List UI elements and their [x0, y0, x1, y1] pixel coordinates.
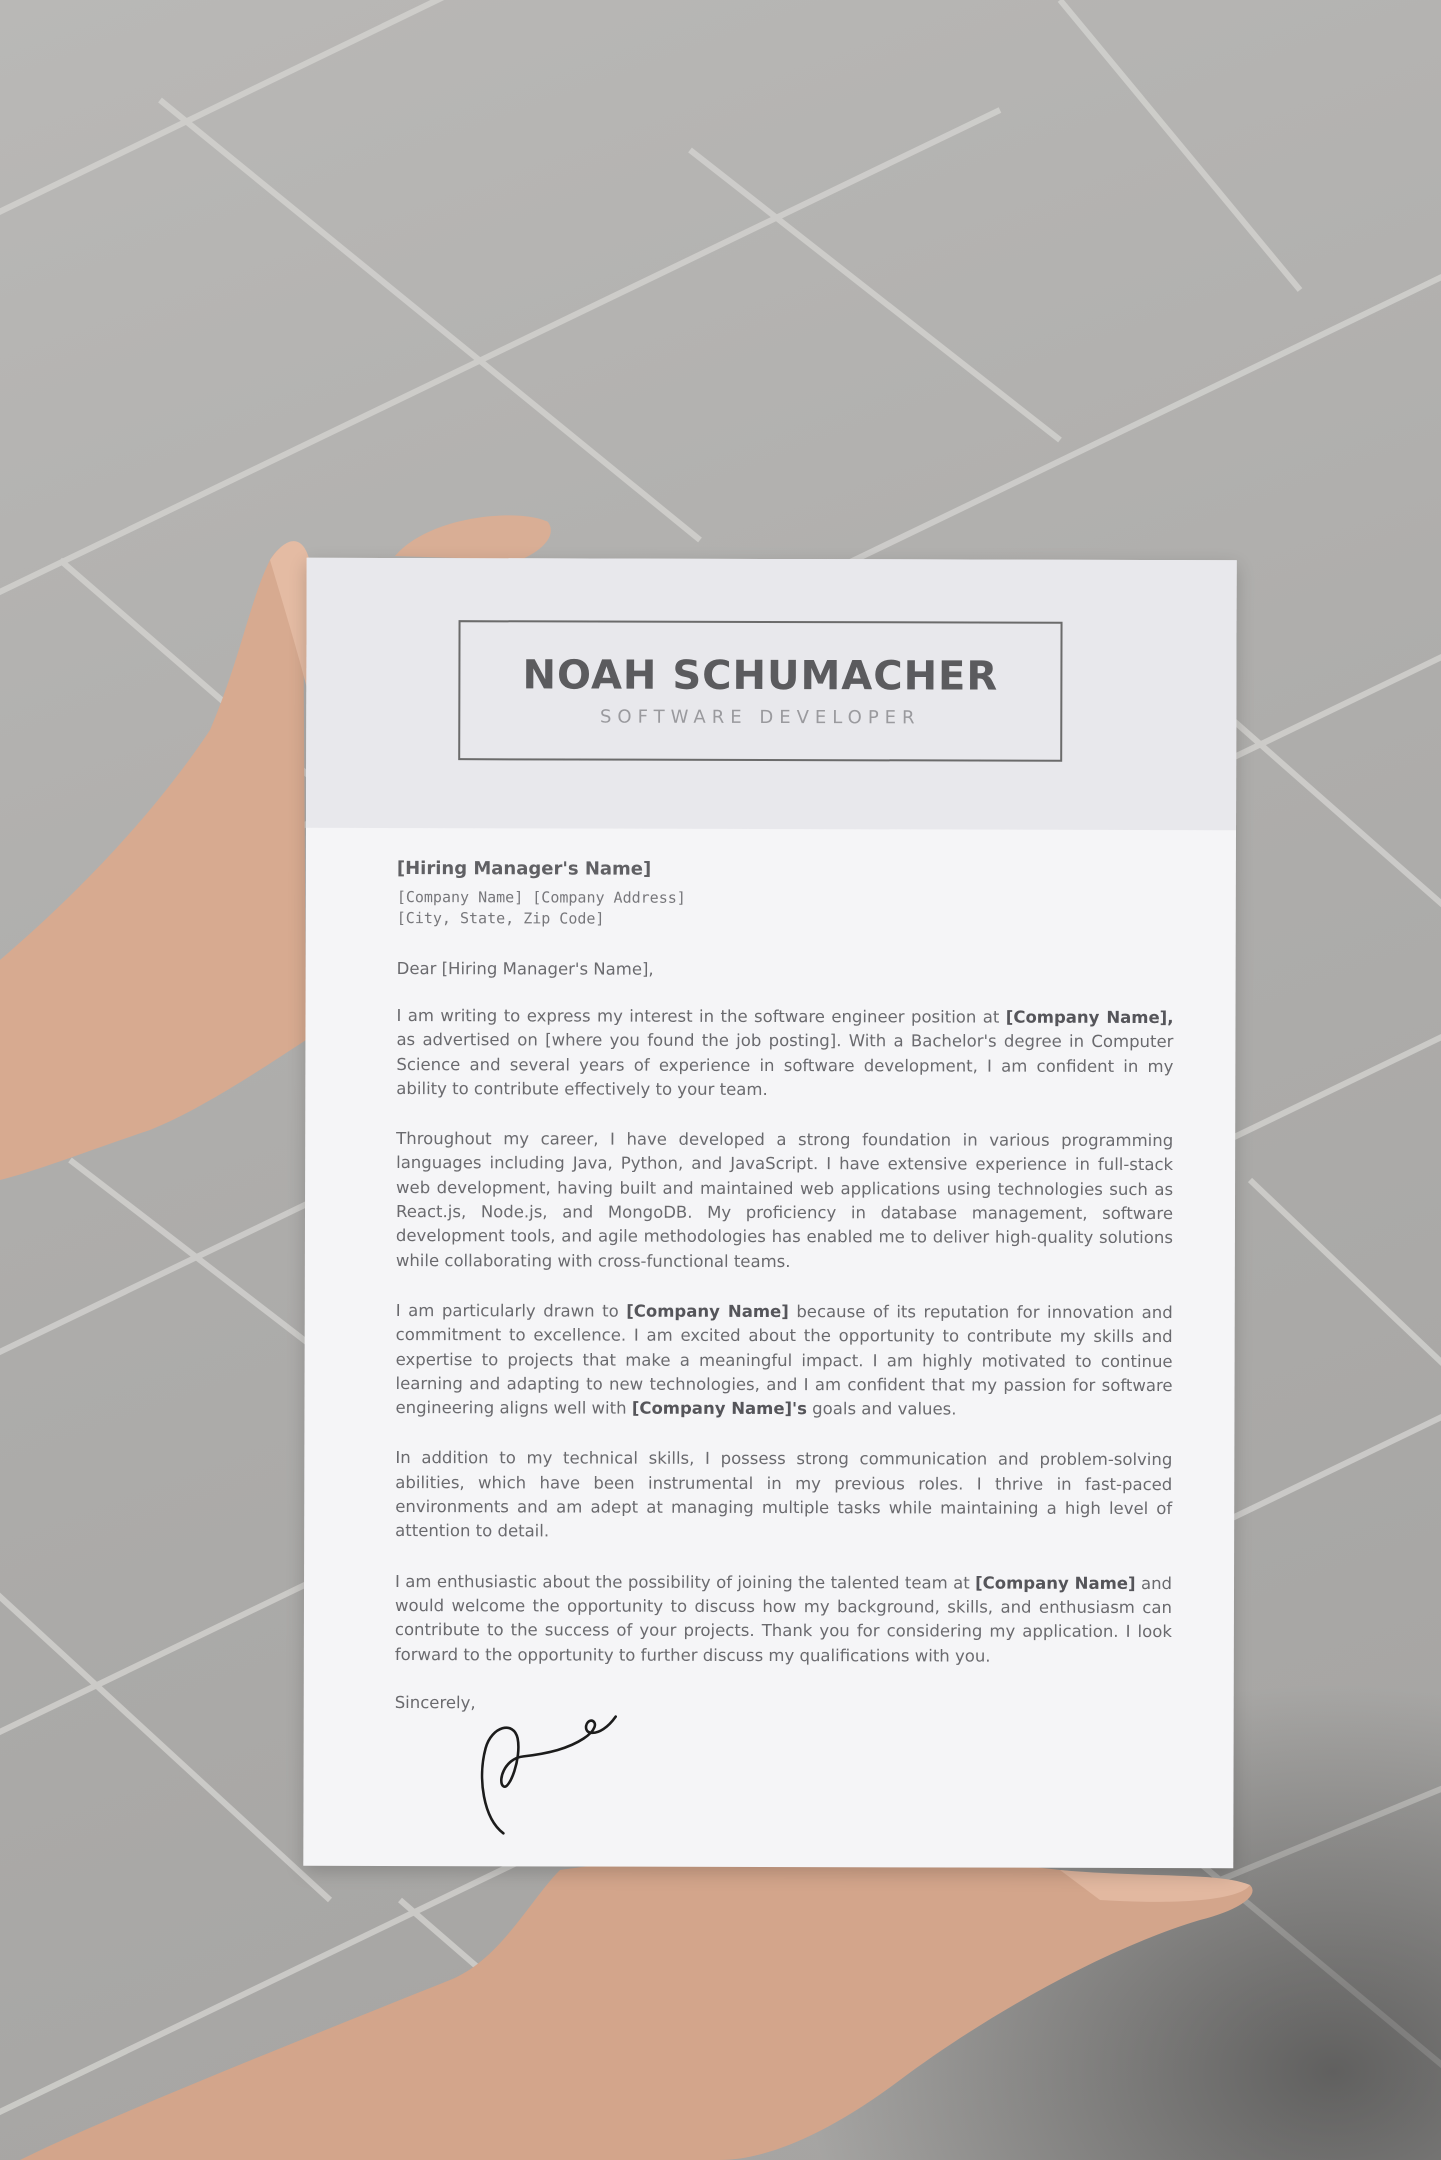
applicant-name: NOAH SCHUMACHER — [522, 652, 999, 700]
applicant-role: SOFTWARE DEVELOPER — [599, 706, 921, 729]
paragraph-5 — [395, 1570, 1172, 1669]
name-box — [458, 620, 1062, 762]
recipient-name: [Hiring Manager's Name] — [396, 858, 652, 880]
cover-letter-page — [303, 558, 1236, 1868]
paragraph-3-text-end: goals and values. — [806, 1399, 957, 1419]
paragraph-3-text: I am particularly drawn to — [395, 1300, 627, 1321]
paragraph-4: In addition to my technical skills, I possess strong communication and problem-solving abilities, which have been instrumental in my previous roles. I thrive in fast-paced environments and am adept at managing multiple tasks while maintaining a high level of attention to detail. — [395, 1448, 1173, 1541]
paragraph-1 — [396, 1004, 1173, 1103]
recipient-address-line-2: [City, State, Zip Code] — [396, 909, 605, 928]
letter-header — [306, 558, 1237, 830]
letter-body — [395, 858, 1174, 1714]
paragraph-3 — [395, 1299, 1172, 1423]
company-name-possessive-placeholder: [Company Name]'s — [631, 1398, 807, 1419]
paragraph-1-text-end: as advertised on [where you found the job posting]. With a Bachelor's degree in Computer Science and several years of experience in software development, I am confident in my ability to contribute effectively to your team. — [396, 1030, 1174, 1099]
closing: Sincerely, — [394, 1692, 476, 1713]
greeting: Dear [Hiring Manager's Name], — [396, 959, 654, 979]
company-name-placeholder: [Company Name] — [626, 1301, 789, 1322]
paragraph-5-text-end: and would welcome the opportunity to discuss how my background, skills, and enthusiasm can contribute to the success of your projects. Thank you for considering my application. I look forward to the opportunity to further discuss my qualifications with you. — [394, 1573, 1173, 1666]
paragraph-3-text-mid: because of its reputation for innovation and commitment to excellence. I am excited about the opportunity to contribute my skills and expertise to projects that make a meaningful impact. I am highly motivated to continue learning and adapting to new technologies, and I am confident that my passion for software engineering aligns well with — [395, 1302, 1173, 1418]
paragraph-1-text: I am writing to express my interest in the software engineer position at — [396, 1006, 1006, 1027]
paragraph-2: Throughout my career, I have developed a strong foundation in various programming languages including Java, Python, and JavaScript. I have extensive experience in full-stack web development, having built and maintained web applications using technologies such as React.js, Node.js, and MongoDB. My proficiency in database management, software development tools, and agile methodologies has enabled me to deliver high-quality solutions while collaborating with cross-functional teams. — [395, 1129, 1174, 1271]
handwritten-signature — [473, 1708, 623, 1848]
paragraph-5-text: I am enthusiastic about the possibility of joining the talented team at — [395, 1571, 976, 1593]
recipient-address-line-1: [Company Name] [Company Address] — [396, 888, 686, 907]
company-name-placeholder: [Company Name] — [975, 1573, 1136, 1593]
company-name-placeholder: [Company Name], — [1005, 1007, 1174, 1028]
